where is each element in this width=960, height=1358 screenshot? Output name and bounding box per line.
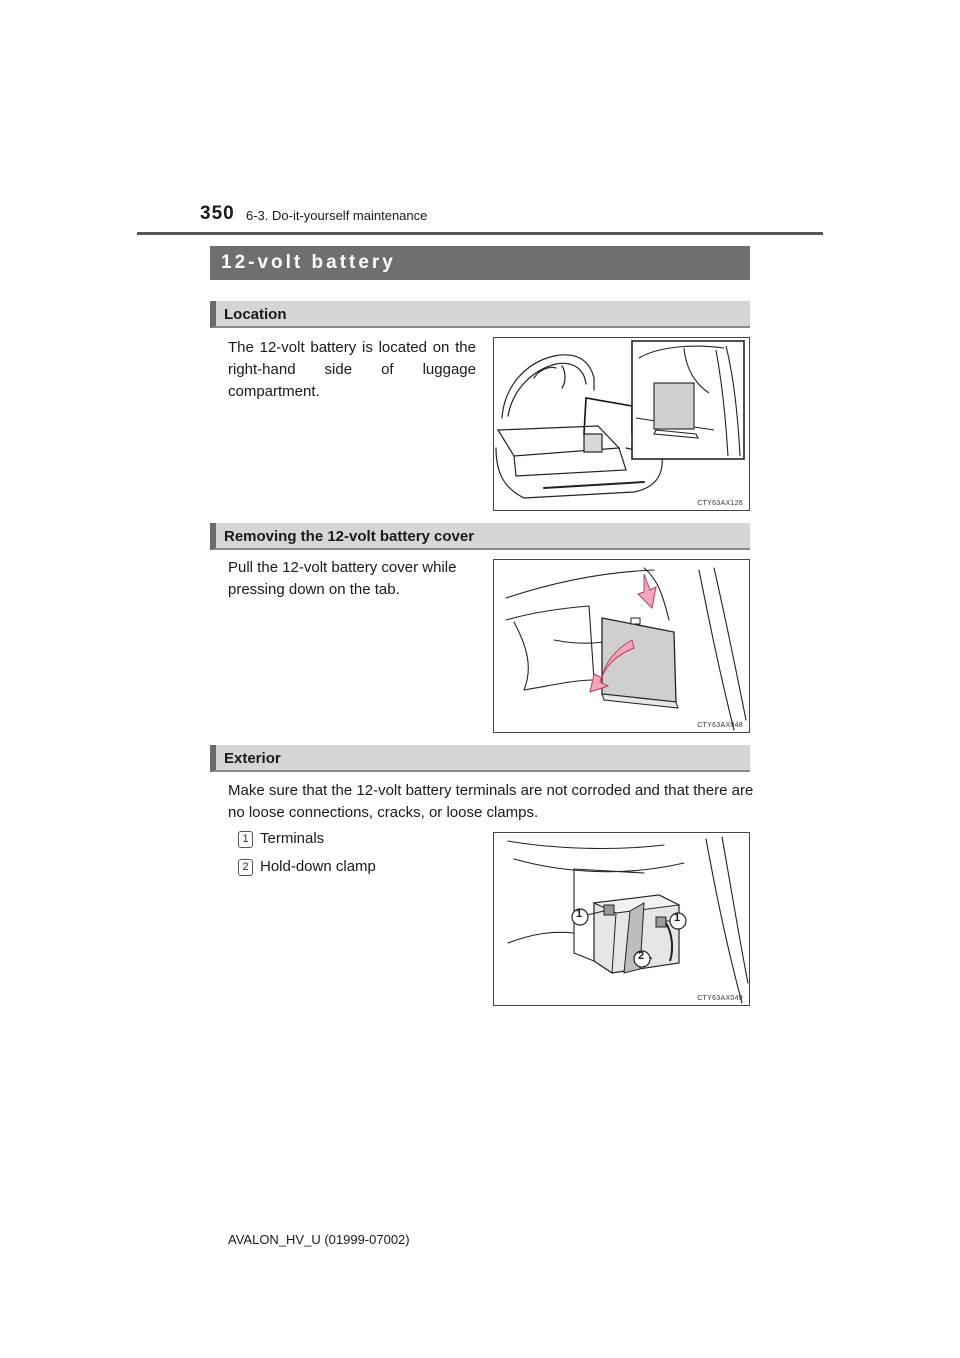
item-number-badge: 1	[238, 831, 253, 848]
section-reference: 6-3. Do-it-yourself maintenance	[246, 208, 428, 223]
figure-code: CTY63AX126	[697, 500, 743, 507]
page-title: 12-volt battery	[210, 246, 750, 280]
item-number-badge: 2	[238, 859, 253, 876]
section-heading-removing-cover: Removing the 12-volt battery cover	[210, 523, 750, 550]
exterior-text: Make sure that the 12-volt battery terminals are not corroded and that there are no loose connections, cracks, or loose clamps.	[228, 782, 754, 821]
item-label: Hold-down clamp	[260, 858, 376, 875]
removing-cover-figure	[493, 559, 750, 733]
document-footer: AVALON_HV_U (01999-07002)	[228, 1232, 410, 1247]
list-item-terminals	[238, 828, 324, 850]
callout-1-right: 1	[674, 912, 681, 924]
battery-cover-illustration	[494, 560, 749, 732]
car-trunk-illustration	[494, 338, 749, 510]
removing-cover-text: Pull the 12-volt battery cover while pressing down on the tab.	[228, 559, 457, 598]
header-rule	[137, 232, 823, 235]
location-figure	[493, 337, 750, 511]
exterior-figure	[493, 832, 750, 1006]
figure-code: CTY63AX049	[697, 995, 743, 1002]
location-text: The 12-volt battery is located on the right-hand side of luggage compartment.	[228, 339, 476, 400]
callout-2: 2	[638, 950, 645, 962]
figure-code: CTY63AX048	[697, 722, 743, 729]
page-number: 350	[200, 203, 235, 224]
section-heading-exterior: Exterior	[210, 745, 750, 772]
list-item-hold-down-clamp	[238, 856, 376, 878]
item-label: Terminals	[260, 830, 325, 847]
battery-exterior-illustration	[494, 833, 749, 1005]
section-heading-location: Location	[210, 301, 750, 328]
callout-1-left: 1	[576, 908, 583, 920]
